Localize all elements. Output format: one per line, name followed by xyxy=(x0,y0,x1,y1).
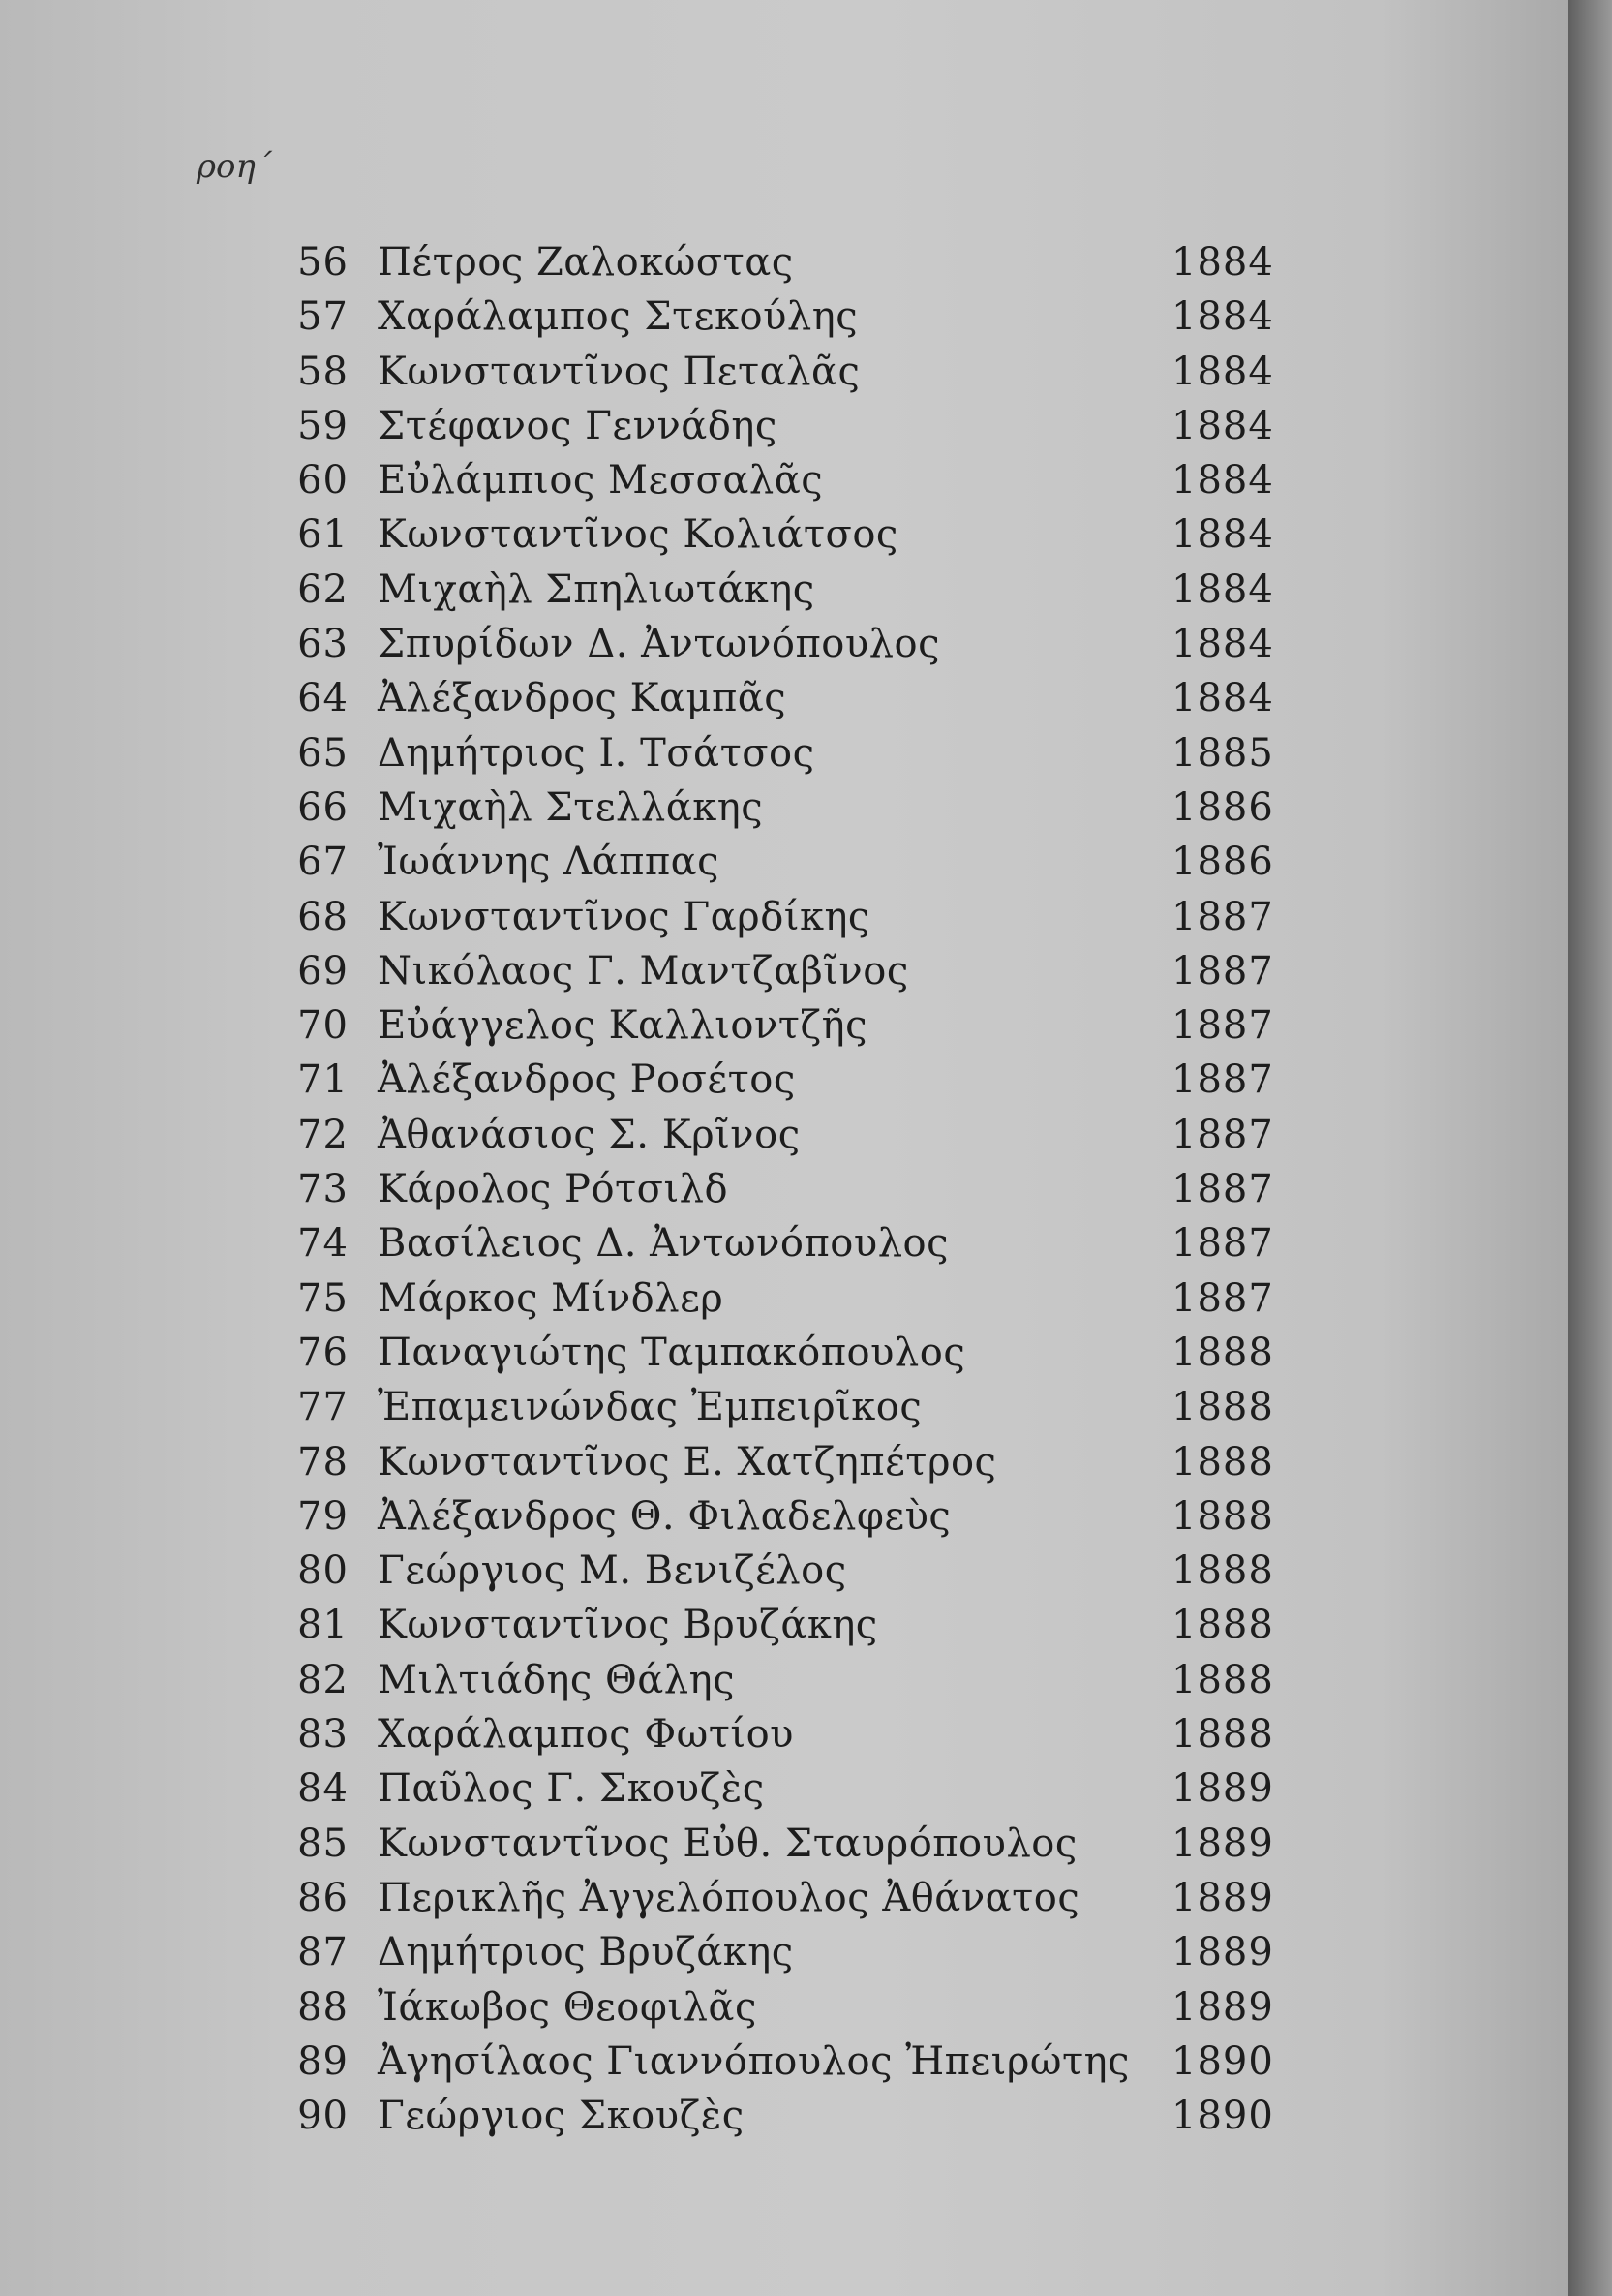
list-item xyxy=(0,2035,1568,2089)
entry-name: Κωνσταντῖνος Ε. Χατζηπέτρος xyxy=(378,1439,997,1485)
entry-name: Κωνσταντῖνος Πεταλᾶς xyxy=(378,349,861,394)
entry-year: 1884 xyxy=(1171,349,1274,394)
entry-name: Κωνσταντῖνος Κολιάτσος xyxy=(378,512,898,558)
entry-number: 84 xyxy=(297,1766,349,1812)
entry-number: 77 xyxy=(297,1385,349,1430)
entry-year: 1885 xyxy=(1171,730,1274,776)
entry-number: 83 xyxy=(297,1712,349,1758)
entry-name: Ἀλέξανδρος Θ. Φιλαδελφεὺς xyxy=(378,1493,952,1539)
entry-name: Ἀθανάσιος Σ. Κρῖνος xyxy=(378,1112,801,1157)
entry-year: 1887 xyxy=(1171,894,1274,939)
entry-number: 67 xyxy=(297,840,349,885)
entry-year: 1888 xyxy=(1171,1385,1274,1430)
entry-number: 63 xyxy=(297,622,349,667)
entry-name: Παναγιώτης Ταμπακόπουλος xyxy=(378,1330,966,1375)
entry-number: 78 xyxy=(297,1439,349,1485)
entry-year: 1886 xyxy=(1171,840,1274,885)
entry-year: 1890 xyxy=(1171,2094,1274,2139)
entry-name: Σπυρίδων Δ. Ἀντωνόπουλος xyxy=(378,622,941,667)
entry-name: Ἐπαμεινώνδας Ἐμπειρῖκος xyxy=(378,1385,923,1430)
entry-year: 1887 xyxy=(1171,1221,1274,1267)
book-spine-shadow xyxy=(1568,0,1612,2296)
entry-name: Κωνσταντῖνος Βρυζάκης xyxy=(378,1603,878,1648)
entry-number: 66 xyxy=(297,784,349,830)
entry-year: 1888 xyxy=(1171,1493,1274,1539)
entry-year: 1886 xyxy=(1171,784,1274,830)
entry-number: 56 xyxy=(297,240,349,285)
list-item xyxy=(0,399,1568,453)
list-item xyxy=(0,1435,1568,1489)
entry-name: Δημήτριος Βρυζάκης xyxy=(378,1930,794,1975)
entry-year: 1884 xyxy=(1171,458,1274,504)
entry-year: 1889 xyxy=(1171,1930,1274,1975)
list-item xyxy=(0,1489,1568,1544)
entry-name: Εὐάγγελος Καλλιοντζῆς xyxy=(378,1003,867,1049)
list-item xyxy=(0,453,1568,507)
entry-name: Ἀγησίλαος Γιαννόπουλος Ἠπειρώτης xyxy=(378,2038,1130,2084)
entry-number: 74 xyxy=(297,1221,349,1267)
entry-number: 80 xyxy=(297,1548,349,1594)
list-item xyxy=(0,1925,1568,1979)
entry-number: 73 xyxy=(297,1167,349,1212)
entry-number: 64 xyxy=(297,676,349,721)
entry-number: 81 xyxy=(297,1603,349,1648)
entry-year: 1884 xyxy=(1171,566,1274,612)
entry-year: 1884 xyxy=(1171,403,1274,448)
entry-number: 76 xyxy=(297,1330,349,1375)
entry-number: 82 xyxy=(297,1657,349,1702)
entry-year: 1888 xyxy=(1171,1712,1274,1758)
list-item xyxy=(0,617,1568,671)
entry-number: 68 xyxy=(297,894,349,939)
entry-name: Στέφανος Γεννάδης xyxy=(378,403,777,448)
page-number: ροη´ xyxy=(197,147,272,186)
entry-number: 86 xyxy=(297,1875,349,1920)
entry-number: 62 xyxy=(297,566,349,612)
list-item xyxy=(0,1216,1568,1270)
list-item xyxy=(0,1544,1568,1598)
entry-name: Χαράλαμπος Στεκούλης xyxy=(378,294,859,340)
entry-name: Μάρκος Μίνδλερ xyxy=(378,1275,724,1321)
entry-name: Ἀλέξανδρος Καμπᾶς xyxy=(378,676,787,721)
entry-name: Μιχαὴλ Στελλάκης xyxy=(378,784,764,830)
entry-name: Μιχαὴλ Σπηλιωτάκης xyxy=(378,566,815,612)
entry-number: 79 xyxy=(297,1493,349,1539)
entry-name: Γεώργιος Μ. Βενιζέλος xyxy=(378,1548,847,1594)
list-item xyxy=(0,1108,1568,1162)
list-item xyxy=(0,1380,1568,1434)
entry-name: Κάρολος Ρότσιλδ xyxy=(378,1167,729,1212)
list-item xyxy=(0,1271,1568,1326)
entry-year: 1884 xyxy=(1171,294,1274,340)
entry-number: 71 xyxy=(297,1057,349,1103)
entry-number: 69 xyxy=(297,948,349,994)
entry-number: 58 xyxy=(297,349,349,394)
entry-name: Πέτρος Ζαλοκώστας xyxy=(378,240,794,285)
entry-name: Ἀλέξανδρος Ροσέτος xyxy=(378,1057,796,1103)
entry-year: 1884 xyxy=(1171,622,1274,667)
entry-number: 60 xyxy=(297,458,349,504)
entry-name: Περικλῆς Ἀγγελόπουλος Ἀθάνατος xyxy=(378,1875,1080,1920)
entry-year: 1889 xyxy=(1171,1821,1274,1866)
entry-year: 1887 xyxy=(1171,1167,1274,1212)
list-item xyxy=(0,781,1568,835)
entry-year: 1889 xyxy=(1171,1984,1274,2030)
entry-year: 1890 xyxy=(1171,2038,1274,2084)
list-item xyxy=(0,1653,1568,1707)
entry-year: 1887 xyxy=(1171,1275,1274,1321)
entry-number: 59 xyxy=(297,403,349,448)
entry-name: Ἰωάννης Λάππας xyxy=(378,840,720,885)
list-item xyxy=(0,835,1568,889)
list-item xyxy=(0,1761,1568,1816)
entry-number: 90 xyxy=(297,2094,349,2139)
list-item xyxy=(0,1162,1568,1216)
list-item xyxy=(0,290,1568,344)
entry-name: Γεώργιος Σκουζὲς xyxy=(378,2094,745,2139)
entry-number: 70 xyxy=(297,1003,349,1049)
entry-name: Ἰάκωβος Θεοφιλᾶς xyxy=(378,1984,757,2030)
entry-number: 72 xyxy=(297,1112,349,1157)
list-item xyxy=(0,944,1568,998)
list-item xyxy=(0,1326,1568,1380)
list-item xyxy=(0,1871,1568,1925)
list-item xyxy=(0,998,1568,1053)
list-item xyxy=(0,890,1568,944)
entry-year: 1887 xyxy=(1171,1003,1274,1049)
list-item xyxy=(0,345,1568,399)
entry-year: 1888 xyxy=(1171,1603,1274,1648)
entry-name: Μιλτιάδης Θάλης xyxy=(378,1657,736,1702)
list-item xyxy=(0,2089,1568,2143)
list-item xyxy=(0,235,1568,290)
entry-year: 1884 xyxy=(1171,512,1274,558)
entry-year: 1887 xyxy=(1171,1112,1274,1157)
list-item xyxy=(0,1053,1568,1107)
entry-number: 87 xyxy=(297,1930,349,1975)
list-item xyxy=(0,1598,1568,1652)
entry-name: Δημήτριος Ι. Τσάτσος xyxy=(378,730,815,776)
entry-year: 1888 xyxy=(1171,1439,1274,1485)
entry-number: 61 xyxy=(297,512,349,558)
entry-number: 85 xyxy=(297,1821,349,1866)
entry-name: Κωνσταντῖνος Γαρδίκης xyxy=(378,894,870,939)
member-list xyxy=(0,235,1568,2143)
entry-name: Παῦλος Γ. Σκουζὲς xyxy=(378,1766,765,1812)
entry-number: 88 xyxy=(297,1984,349,2030)
entry-name: Χαράλαμπος Φωτίου xyxy=(378,1712,794,1758)
entry-number: 57 xyxy=(297,294,349,340)
entry-year: 1887 xyxy=(1171,948,1274,994)
entry-year: 1888 xyxy=(1171,1548,1274,1594)
entry-year: 1888 xyxy=(1171,1330,1274,1375)
entry-year: 1884 xyxy=(1171,240,1274,285)
entry-number: 89 xyxy=(297,2038,349,2084)
entry-year: 1884 xyxy=(1171,676,1274,721)
entry-name: Κωνσταντῖνος Εὐθ. Σταυρόπουλος xyxy=(378,1821,1078,1866)
list-item xyxy=(0,726,1568,781)
list-item xyxy=(0,563,1568,617)
entry-year: 1887 xyxy=(1171,1057,1274,1103)
list-item xyxy=(0,671,1568,725)
entry-number: 75 xyxy=(297,1275,349,1321)
list-item xyxy=(0,1707,1568,1761)
entry-number: 65 xyxy=(297,730,349,776)
list-item xyxy=(0,1980,1568,2035)
entry-name: Νικόλαος Γ. Μαντζαβῖνος xyxy=(378,948,909,994)
entry-name: Βασίλειος Δ. Ἀντωνόπουλος xyxy=(378,1221,950,1267)
entry-year: 1888 xyxy=(1171,1657,1274,1702)
list-item xyxy=(0,507,1568,562)
entry-year: 1889 xyxy=(1171,1766,1274,1812)
entry-year: 1889 xyxy=(1171,1875,1274,1920)
list-item xyxy=(0,1817,1568,1871)
entry-name: Εὐλάμπιος Μεσσαλᾶς xyxy=(378,458,824,504)
